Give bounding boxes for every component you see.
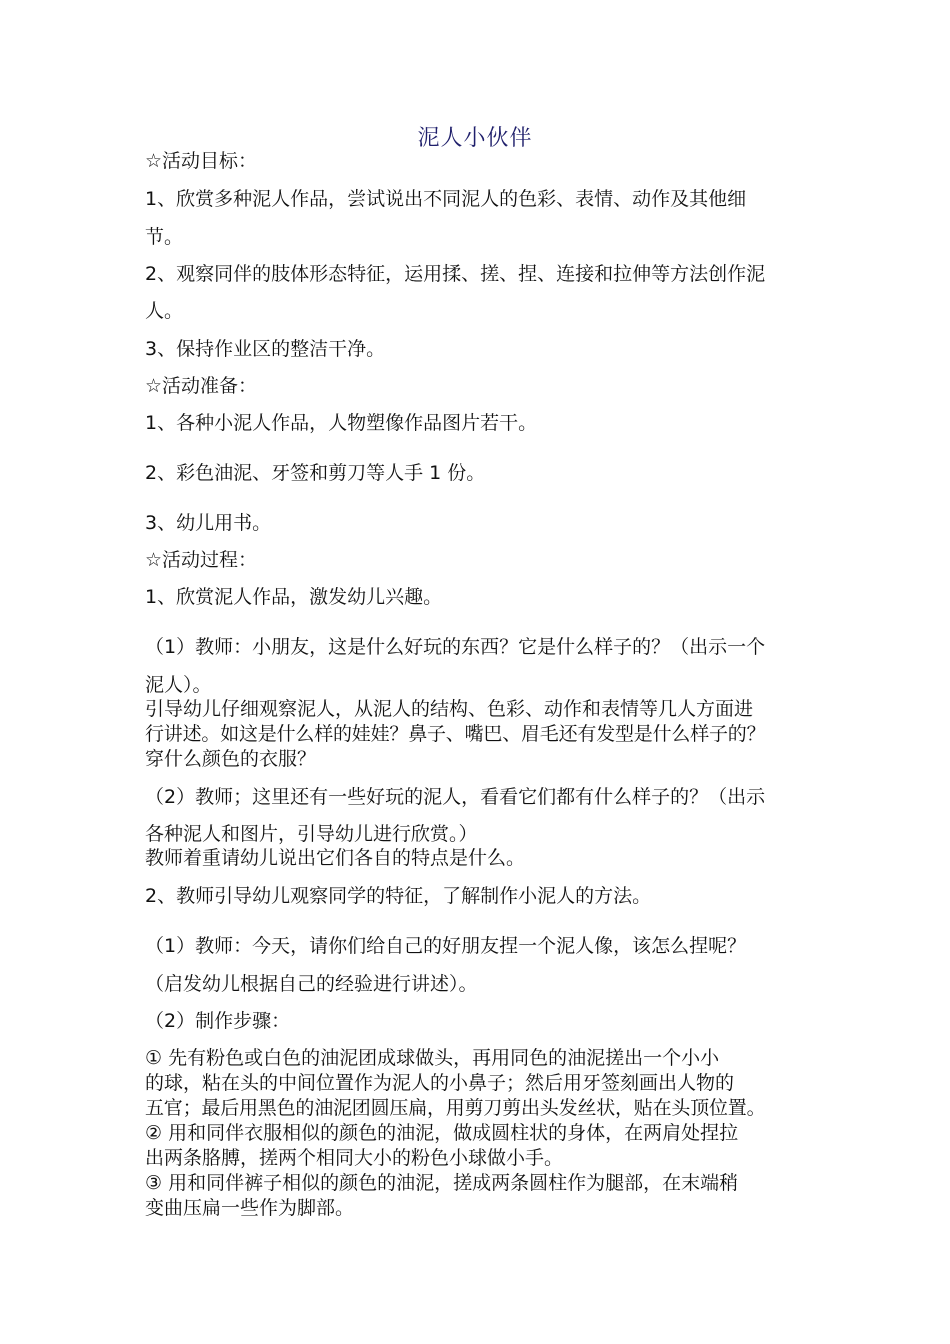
process-1-1-line-1: （1）教师：小朋友，这是什么好玩的东西？它是什么样子的？（出示一个	[145, 636, 766, 658]
process-2-1-line-2: （启发幼儿根据自己的经验进行讲述）。	[145, 973, 478, 995]
goal-3: 3、保持作业区的整洁干净。	[145, 338, 386, 360]
make-step-3-line-2: 变曲压扁一些作为脚部。	[145, 1197, 355, 1219]
goal-2-line-1: 2、观察同伴的肢体形态特征，运用揉、搓、捏、连接和拉伸等方法创作泥	[145, 263, 766, 285]
make-step-1-line-1: ① 先有粉色或白色的油泥团成球做头，再用同色的油泥搓出一个小小	[145, 1047, 720, 1069]
make-step-1-line-2: 的球，粘在头的中间位置作为泥人的小鼻子；然后用牙签刻画出人物的	[145, 1072, 735, 1094]
process-2-1-line-1: （1）教师：今天，请你们给自己的好朋友捏一个泥人像，该怎么捏呢？	[145, 935, 747, 957]
goal-1-line-2: 节。	[145, 226, 184, 248]
make-step-1-line-3: 五官；最后用黑色的油泥团圆压扁，用剪刀剪出头发丝状，贴在头顶位置。	[145, 1097, 766, 1119]
make-step-3-line-1: ③ 用和同伴裤子相似的颜色的油泥，搓成两条圆柱作为腿部，在末端稍	[145, 1172, 739, 1194]
teacher-note: 教师着重请幼儿说出它们各自的特点是什么。	[145, 847, 526, 869]
process-step-2: 2、教师引导幼儿观察同学的特征，了解制作小泥人的方法。	[145, 885, 652, 907]
prep-2: 2、彩色油泥、牙签和剪刀等人手 1 份。	[145, 462, 486, 484]
section-heading-process: ☆活动过程：	[145, 549, 258, 571]
goal-2-line-2: 人。	[145, 300, 184, 322]
process-2-2: （2）制作步骤：	[145, 1010, 291, 1032]
guide-line-3: 穿什么颜色的衣服？	[145, 748, 317, 770]
goal-1-line-1: 1、欣赏多种泥人作品，尝试说出不同泥人的色彩、表情、动作及其他细	[145, 188, 747, 210]
guide-line-1: 引导幼儿仔细观察泥人，从泥人的结构、色彩、动作和表情等几人方面进	[145, 698, 754, 720]
process-1-1-line-2: 泥人）。	[145, 674, 212, 696]
document-title: 泥人小伙伴	[417, 126, 533, 151]
guide-line-2: 行讲述。如这是什么样的娃娃？鼻子、嘴巴、眉毛还有发型是什么样子的？	[145, 723, 766, 745]
process-step-1: 1、欣赏泥人作品，激发幼儿兴趣。	[145, 586, 443, 608]
prep-1: 1、各种小泥人作品，人物塑像作品图片若干。	[145, 412, 538, 434]
make-step-2-line-2: 出两条胳膊，搓两个相同大小的粉色小球做小手。	[145, 1147, 564, 1169]
prep-3: 3、幼儿用书。	[145, 512, 272, 534]
section-heading-goals: ☆活动目标：	[145, 150, 258, 172]
section-heading-preparation: ☆活动准备：	[145, 375, 258, 397]
process-1-2-line-1: （2）教师；这里还有一些好玩的泥人，看看它们都有什么样子的？（出示	[145, 786, 766, 808]
make-step-2-line-1: ② 用和同伴衣服相似的颜色的油泥，做成圆柱状的身体，在两肩处捏拉	[145, 1122, 739, 1144]
process-1-2-line-2: 各种泥人和图片，引导幼儿进行欣赏。）	[145, 823, 478, 845]
